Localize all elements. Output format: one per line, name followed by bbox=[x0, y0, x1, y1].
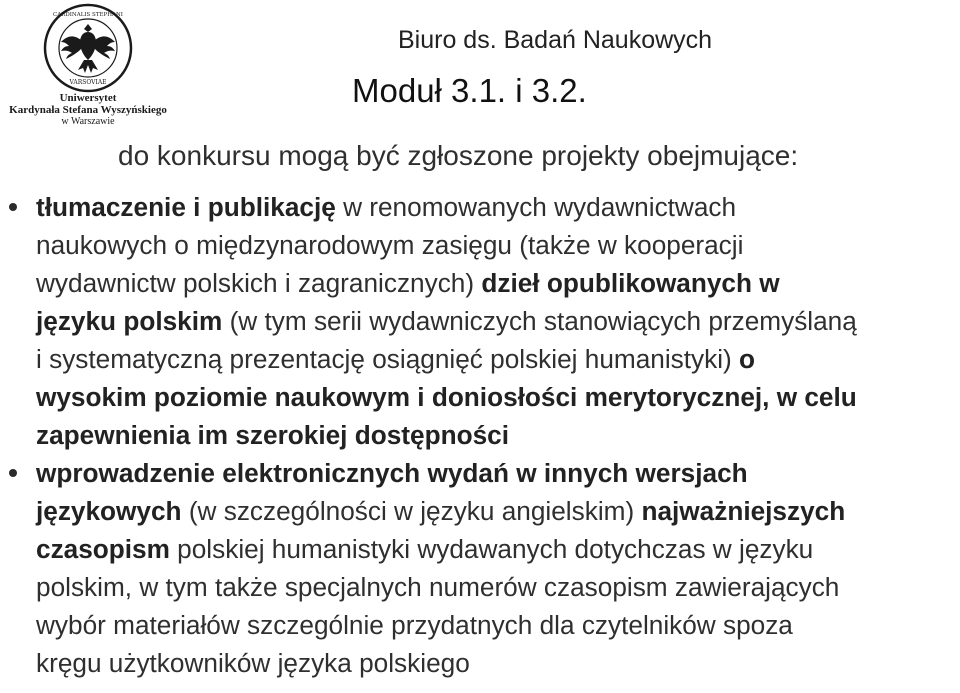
bullet-item bbox=[36, 454, 956, 682]
text: i systematyczną prezentację osiągnięć polskiej humanistyki) bbox=[36, 344, 740, 374]
bold-text: najważniejszych bbox=[641, 496, 846, 526]
university-seal-eagle-icon bbox=[4, 2, 172, 94]
bullet-line bbox=[36, 454, 956, 492]
bold-text: tłumaczenie i publikację bbox=[36, 192, 336, 222]
bullet-line bbox=[36, 492, 956, 530]
bullet-item bbox=[36, 188, 956, 454]
department-name: Biuro ds. Badań Naukowych bbox=[398, 26, 713, 54]
bullet-line bbox=[36, 226, 956, 264]
bullet-line bbox=[36, 568, 956, 606]
bold-text: językowych bbox=[36, 496, 182, 526]
intro-text: do konkursu mogą być zgłoszone projekty obejmujące: bbox=[118, 140, 799, 171]
svg-text:VARSOVIAE: VARSOVIAE bbox=[69, 79, 107, 86]
bullet-line bbox=[36, 302, 956, 340]
bold-text: języku polskim bbox=[36, 306, 223, 336]
text: polskim, w tym także specjalnych numerów czasopism zawierających bbox=[36, 572, 840, 602]
text: (w tym serii wydawniczych stanowiących przemyślaną bbox=[222, 306, 857, 336]
text: polskiej humanistyki wydawanych dotychczas w języku bbox=[169, 534, 814, 564]
bullet-line bbox=[36, 644, 956, 682]
text: (w szczególności w języku angielskim) bbox=[181, 496, 642, 526]
bold-text: wysokim poziomie naukowym i doniosłości merytorycznej, w celu bbox=[36, 382, 857, 412]
logo-caption-line2: Kardynała Stefana Wyszyńskiego bbox=[9, 104, 167, 116]
module-title: Moduł 3.1. i 3.2. bbox=[352, 72, 587, 109]
bullet-line bbox=[36, 188, 956, 226]
bold-text: czasopism bbox=[36, 534, 170, 564]
bold-text: zapewnienia im szerokiej dostępności bbox=[36, 420, 509, 450]
logo-caption-line3: w Warszawie bbox=[61, 116, 115, 127]
bullet-line bbox=[36, 416, 956, 454]
logo-caption-line1: Uniwersytet bbox=[59, 92, 117, 104]
bullet-line bbox=[36, 530, 956, 568]
text: naukowych o międzynarodowym zasięgu (także w kooperacji bbox=[36, 230, 744, 260]
university-name bbox=[4, 92, 172, 128]
bullet-line bbox=[36, 378, 956, 416]
bullet-line bbox=[36, 264, 956, 302]
bold-text: o bbox=[739, 344, 756, 374]
bullet-line bbox=[36, 606, 956, 644]
text: kręgu użytkowników języka polskiego bbox=[36, 648, 470, 678]
bold-text: dzieł opublikowanych w bbox=[481, 268, 780, 298]
bullet-line bbox=[36, 340, 956, 378]
text: w renomowanych wydawnictwach bbox=[335, 192, 737, 222]
text: wybór materiałów szczególnie przydatnych dla czytelników spoza bbox=[36, 610, 793, 640]
bold-text: wprowadzenie elektronicznych wydań w innych wersjach bbox=[36, 458, 748, 488]
university-logo bbox=[4, 2, 172, 136]
text: wydawnictw polskich i zagranicznych) bbox=[36, 268, 482, 298]
svg-text:CARDINALIS STEPHANI: CARDINALIS STEPHANI bbox=[53, 12, 123, 18]
bullet-list bbox=[36, 188, 956, 682]
